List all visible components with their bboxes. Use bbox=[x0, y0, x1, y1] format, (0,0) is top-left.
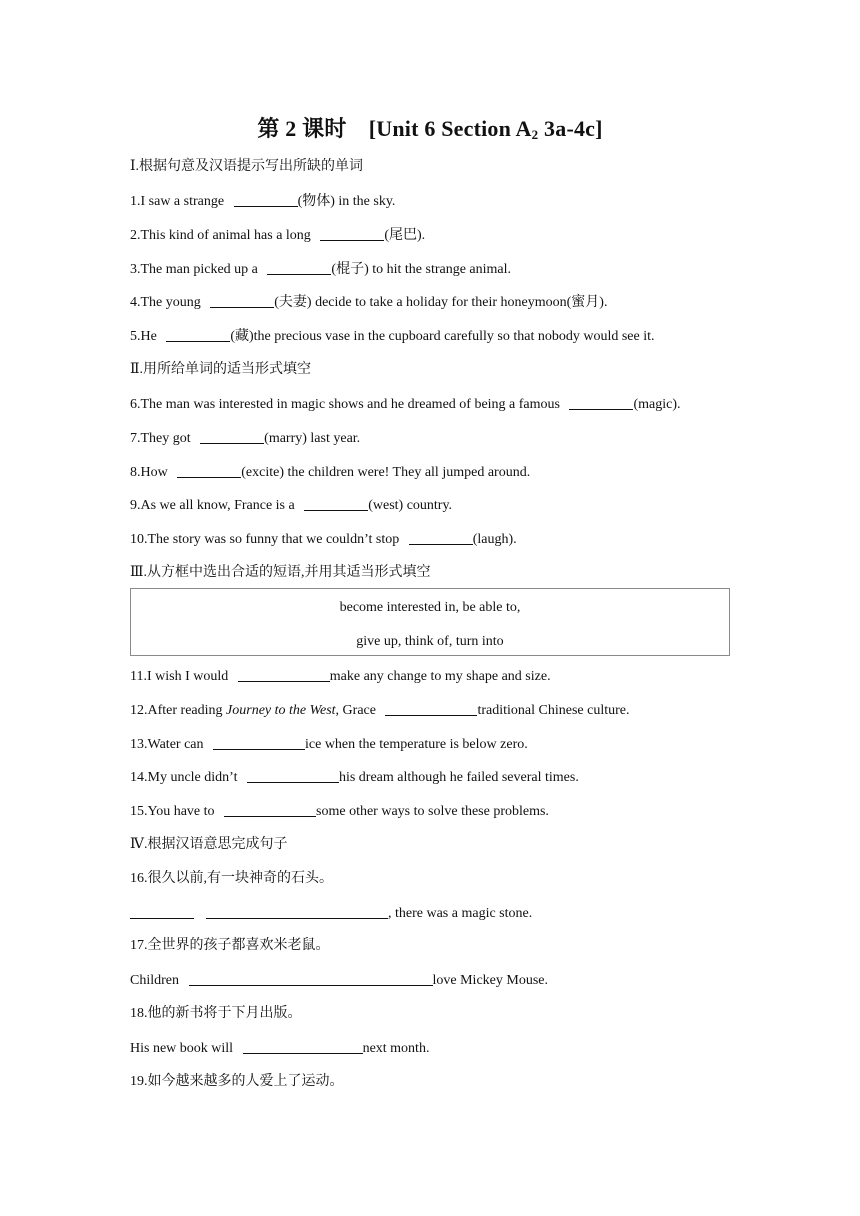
phrase-box bbox=[130, 588, 730, 656]
question-2: 2.This kind of animal has a long (尾巴). bbox=[130, 228, 426, 243]
answer-blank[interactable] bbox=[569, 395, 633, 410]
question-17-prompt: 17.全世界的孩子都喜欢米老鼠。 bbox=[130, 938, 330, 953]
phrase-box-row-2: give up, think of, turn into bbox=[356, 634, 504, 649]
question-14: 14.My uncle didn’t his dream although he failed several times. bbox=[130, 770, 579, 785]
question-5: 5.He (藏)the precious vase in the cupboard carefully so that nobody would see it. bbox=[130, 329, 655, 344]
question-9: 9.As we all know, France is a (west) country. bbox=[130, 498, 453, 513]
question-18-prompt: 18.他的新书将于下月出版。 bbox=[130, 1006, 302, 1021]
question-13: 13.Water can ice when the temperature is below zero. bbox=[130, 737, 528, 752]
book-title: Journey to the West bbox=[226, 703, 336, 718]
question-4: 4.The young (夫妻) decide to take a holiday for their honeymoon(蜜月). bbox=[130, 295, 608, 310]
question-10: 10.The story was so funny that we couldn’t stop (laugh). bbox=[130, 532, 517, 547]
answer-blank[interactable] bbox=[238, 667, 330, 682]
answer-blank[interactable] bbox=[234, 192, 298, 207]
answer-blank[interactable] bbox=[385, 701, 477, 716]
question-1: 1.I saw a strange (物体) in the sky. bbox=[130, 194, 396, 209]
answer-blank[interactable] bbox=[320, 226, 384, 241]
question-16-prompt: 16.很久以前,有一块神奇的石头。 bbox=[130, 871, 333, 886]
title-tail: 3a-4c] bbox=[538, 116, 603, 141]
question-18-answer: His new book will next month. bbox=[130, 1041, 430, 1056]
page-title bbox=[0, 112, 860, 143]
question-11: 11.I wish I would make any change to my shape and size. bbox=[130, 669, 551, 684]
answer-blank[interactable] bbox=[189, 971, 433, 986]
question-8: 8.How (excite) the children were! They all jumped around. bbox=[130, 465, 531, 480]
question-16-answer: , there was a magic stone. bbox=[130, 904, 532, 923]
answer-blank[interactable] bbox=[213, 735, 305, 750]
title-subscript: 2 bbox=[531, 127, 539, 142]
question-7: 7.They got (marry) last year. bbox=[130, 431, 361, 446]
answer-blank[interactable] bbox=[200, 429, 264, 444]
answer-blank[interactable] bbox=[304, 496, 368, 511]
question-3: 3.The man picked up a (棍子) to hit the strange animal. bbox=[130, 262, 512, 277]
phrase-box-row-1: become interested in, be able to, bbox=[339, 600, 521, 615]
question-6: 6.The man was interested in magic shows and he dreamed of being a famous (magic). bbox=[130, 397, 681, 412]
question-19-prompt: 19.如今越来越多的人爱上了运动。 bbox=[130, 1074, 344, 1089]
section-heading-2: Ⅱ.用所给单词的适当形式填空 bbox=[130, 362, 312, 377]
section-heading-1: Ⅰ.根据句意及汉语提示写出所缺的单词 bbox=[130, 159, 364, 174]
answer-blank[interactable] bbox=[206, 904, 388, 919]
answer-blank[interactable] bbox=[177, 463, 241, 478]
answer-blank[interactable] bbox=[224, 802, 316, 817]
answer-blank[interactable] bbox=[210, 293, 274, 308]
section-heading-3: Ⅲ.从方框中选出合适的短语,并用其适当形式填空 bbox=[130, 565, 431, 580]
answer-blank[interactable] bbox=[267, 260, 331, 275]
question-15: 15.You have to some other ways to solve these problems. bbox=[130, 804, 549, 819]
question-12: 12.After reading Journey to the West, Grace traditional Chinese culture. bbox=[130, 703, 630, 718]
answer-blank[interactable] bbox=[247, 768, 339, 783]
section-heading-4: Ⅳ.根据汉语意思完成句子 bbox=[130, 837, 288, 852]
question-17-answer: Children love Mickey Mouse. bbox=[130, 973, 548, 988]
answer-blank[interactable] bbox=[166, 327, 230, 342]
answer-blank[interactable] bbox=[243, 1039, 363, 1054]
answer-blank[interactable] bbox=[130, 904, 194, 919]
title-main: 第 2 课时 [Unit 6 Section A bbox=[257, 116, 532, 141]
answer-blank[interactable] bbox=[409, 530, 473, 545]
